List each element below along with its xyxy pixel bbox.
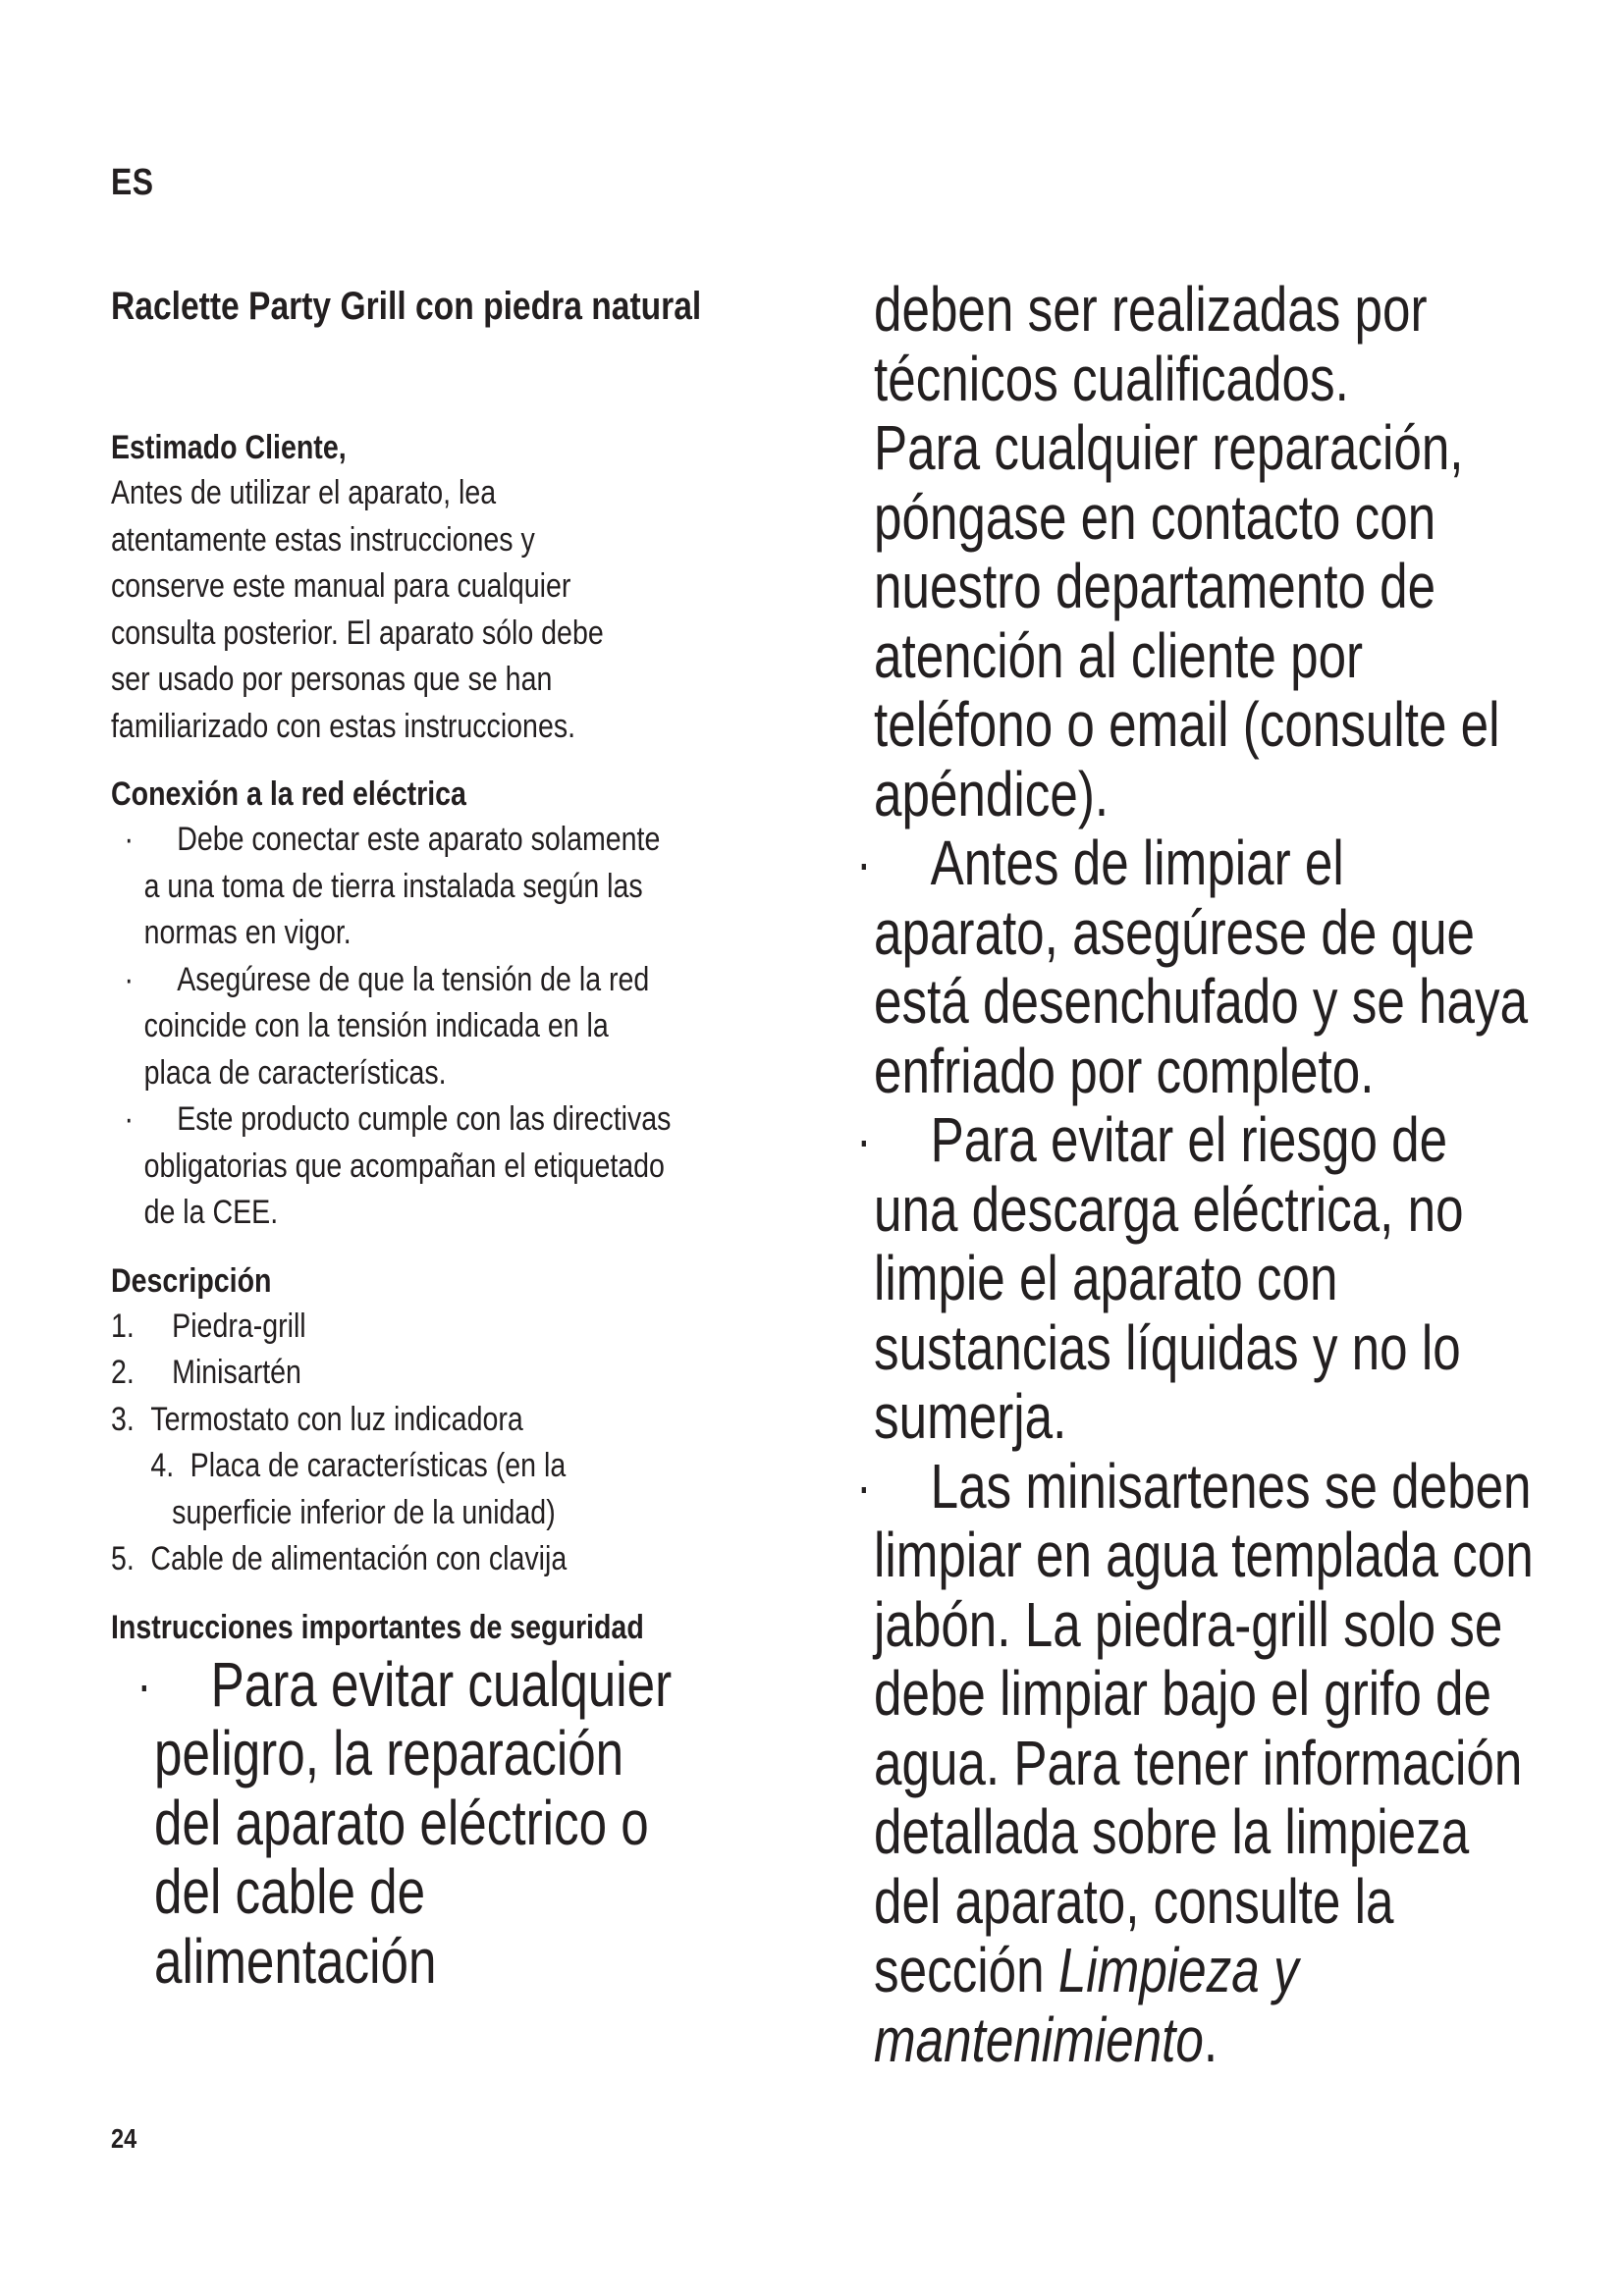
list-item: · Antes de limpiar el aparato, asegúrese de que está desenchufado y se haya enfriado por completo. bbox=[856, 828, 1529, 1106]
left-column bbox=[111, 282, 857, 1996]
greeting-text: Antes de utilizar el aparato, lea atentamente estas instrucciones y conserve este manual para cualquier consulta posterior. El aparato sólo debe ser usado por personas que se han familiarizado con estas instrucciones. bbox=[111, 474, 604, 745]
list-item: 2. Minisartén bbox=[111, 1354, 301, 1391]
list-item: · Las minisartenes se deben limpiar en agua templada con jabón. La piedra-grill solo se debe limpiar bajo el grifo de agua. Para tener información detallada sobre la limpieza del aparato, consulte la sección Limpieza y mantenimiento. bbox=[856, 1450, 1534, 2075]
cleaning-section-reference: Limpieza y mantenimiento bbox=[874, 1935, 1299, 2075]
list-item: 5. Cable de alimentación con clavija bbox=[111, 1540, 568, 1577]
bullet-icon: · bbox=[124, 960, 134, 998]
document-title: Raclette Party Grill con piedra natural bbox=[111, 285, 702, 328]
list-item: · Para evitar el riesgo de una descarga eléctrica, no limpie el aparato con sustancias líquidas y no lo sumerja. bbox=[856, 1104, 1464, 1452]
list-item: · Para evitar cualquier peligro, la reparación del aparato eléctrico o del cable de alimentación bbox=[136, 1648, 673, 1997]
list-item: 1. Piedra-grill bbox=[111, 1307, 306, 1345]
bullet-icon: · bbox=[856, 1454, 872, 1517]
list-item: · Asegúrese de que la tensión de la red coincide con la tensión indicada en la placa de características. bbox=[111, 957, 680, 1097]
bullet-icon: · bbox=[856, 831, 872, 893]
bullet-icon: · bbox=[124, 821, 134, 858]
list-item: 4. Placa de características (en la superficie inferior de la unidad) bbox=[150, 1447, 567, 1531]
bullet-icon: · bbox=[856, 1108, 872, 1170]
greeting-heading: Estimado Cliente, bbox=[111, 429, 347, 466]
continued-text: deben ser realizadas por técnicos cualificados. bbox=[874, 274, 1428, 414]
bullet-icon: · bbox=[124, 1100, 134, 1138]
description-list bbox=[111, 1304, 857, 1583]
safety-heading: Instrucciones importantes de seguridad bbox=[111, 1608, 644, 1646]
power-connection-list bbox=[111, 817, 857, 1237]
language-code: ES bbox=[111, 162, 154, 203]
right-column bbox=[856, 274, 1581, 2075]
list-item: · Debe conectar este aparato solamente a una toma de tierra instalada según las normas en vigor. bbox=[111, 817, 680, 957]
repair-contact-text: Para cualquier reparación, póngase en contacto con nuestro departamento de atención al cliente por teléfono o email (consulte el apéndice). bbox=[874, 412, 1500, 829]
safety-list-start bbox=[111, 1650, 743, 1997]
list-item: 3. Termostato con luz indicadora bbox=[111, 1400, 523, 1438]
bullet-icon: · bbox=[136, 1652, 152, 1715]
description-heading: Descripción bbox=[111, 1261, 272, 1300]
safety-list-continued bbox=[856, 828, 1581, 2075]
power-connection-heading: Conexión a la red eléctrica bbox=[111, 775, 466, 813]
page-number: 24 bbox=[111, 2123, 137, 2154]
list-item: · Este producto cumple con las directivas obligatorias que acompañan el etiquetado de la CEE. bbox=[111, 1096, 680, 1237]
